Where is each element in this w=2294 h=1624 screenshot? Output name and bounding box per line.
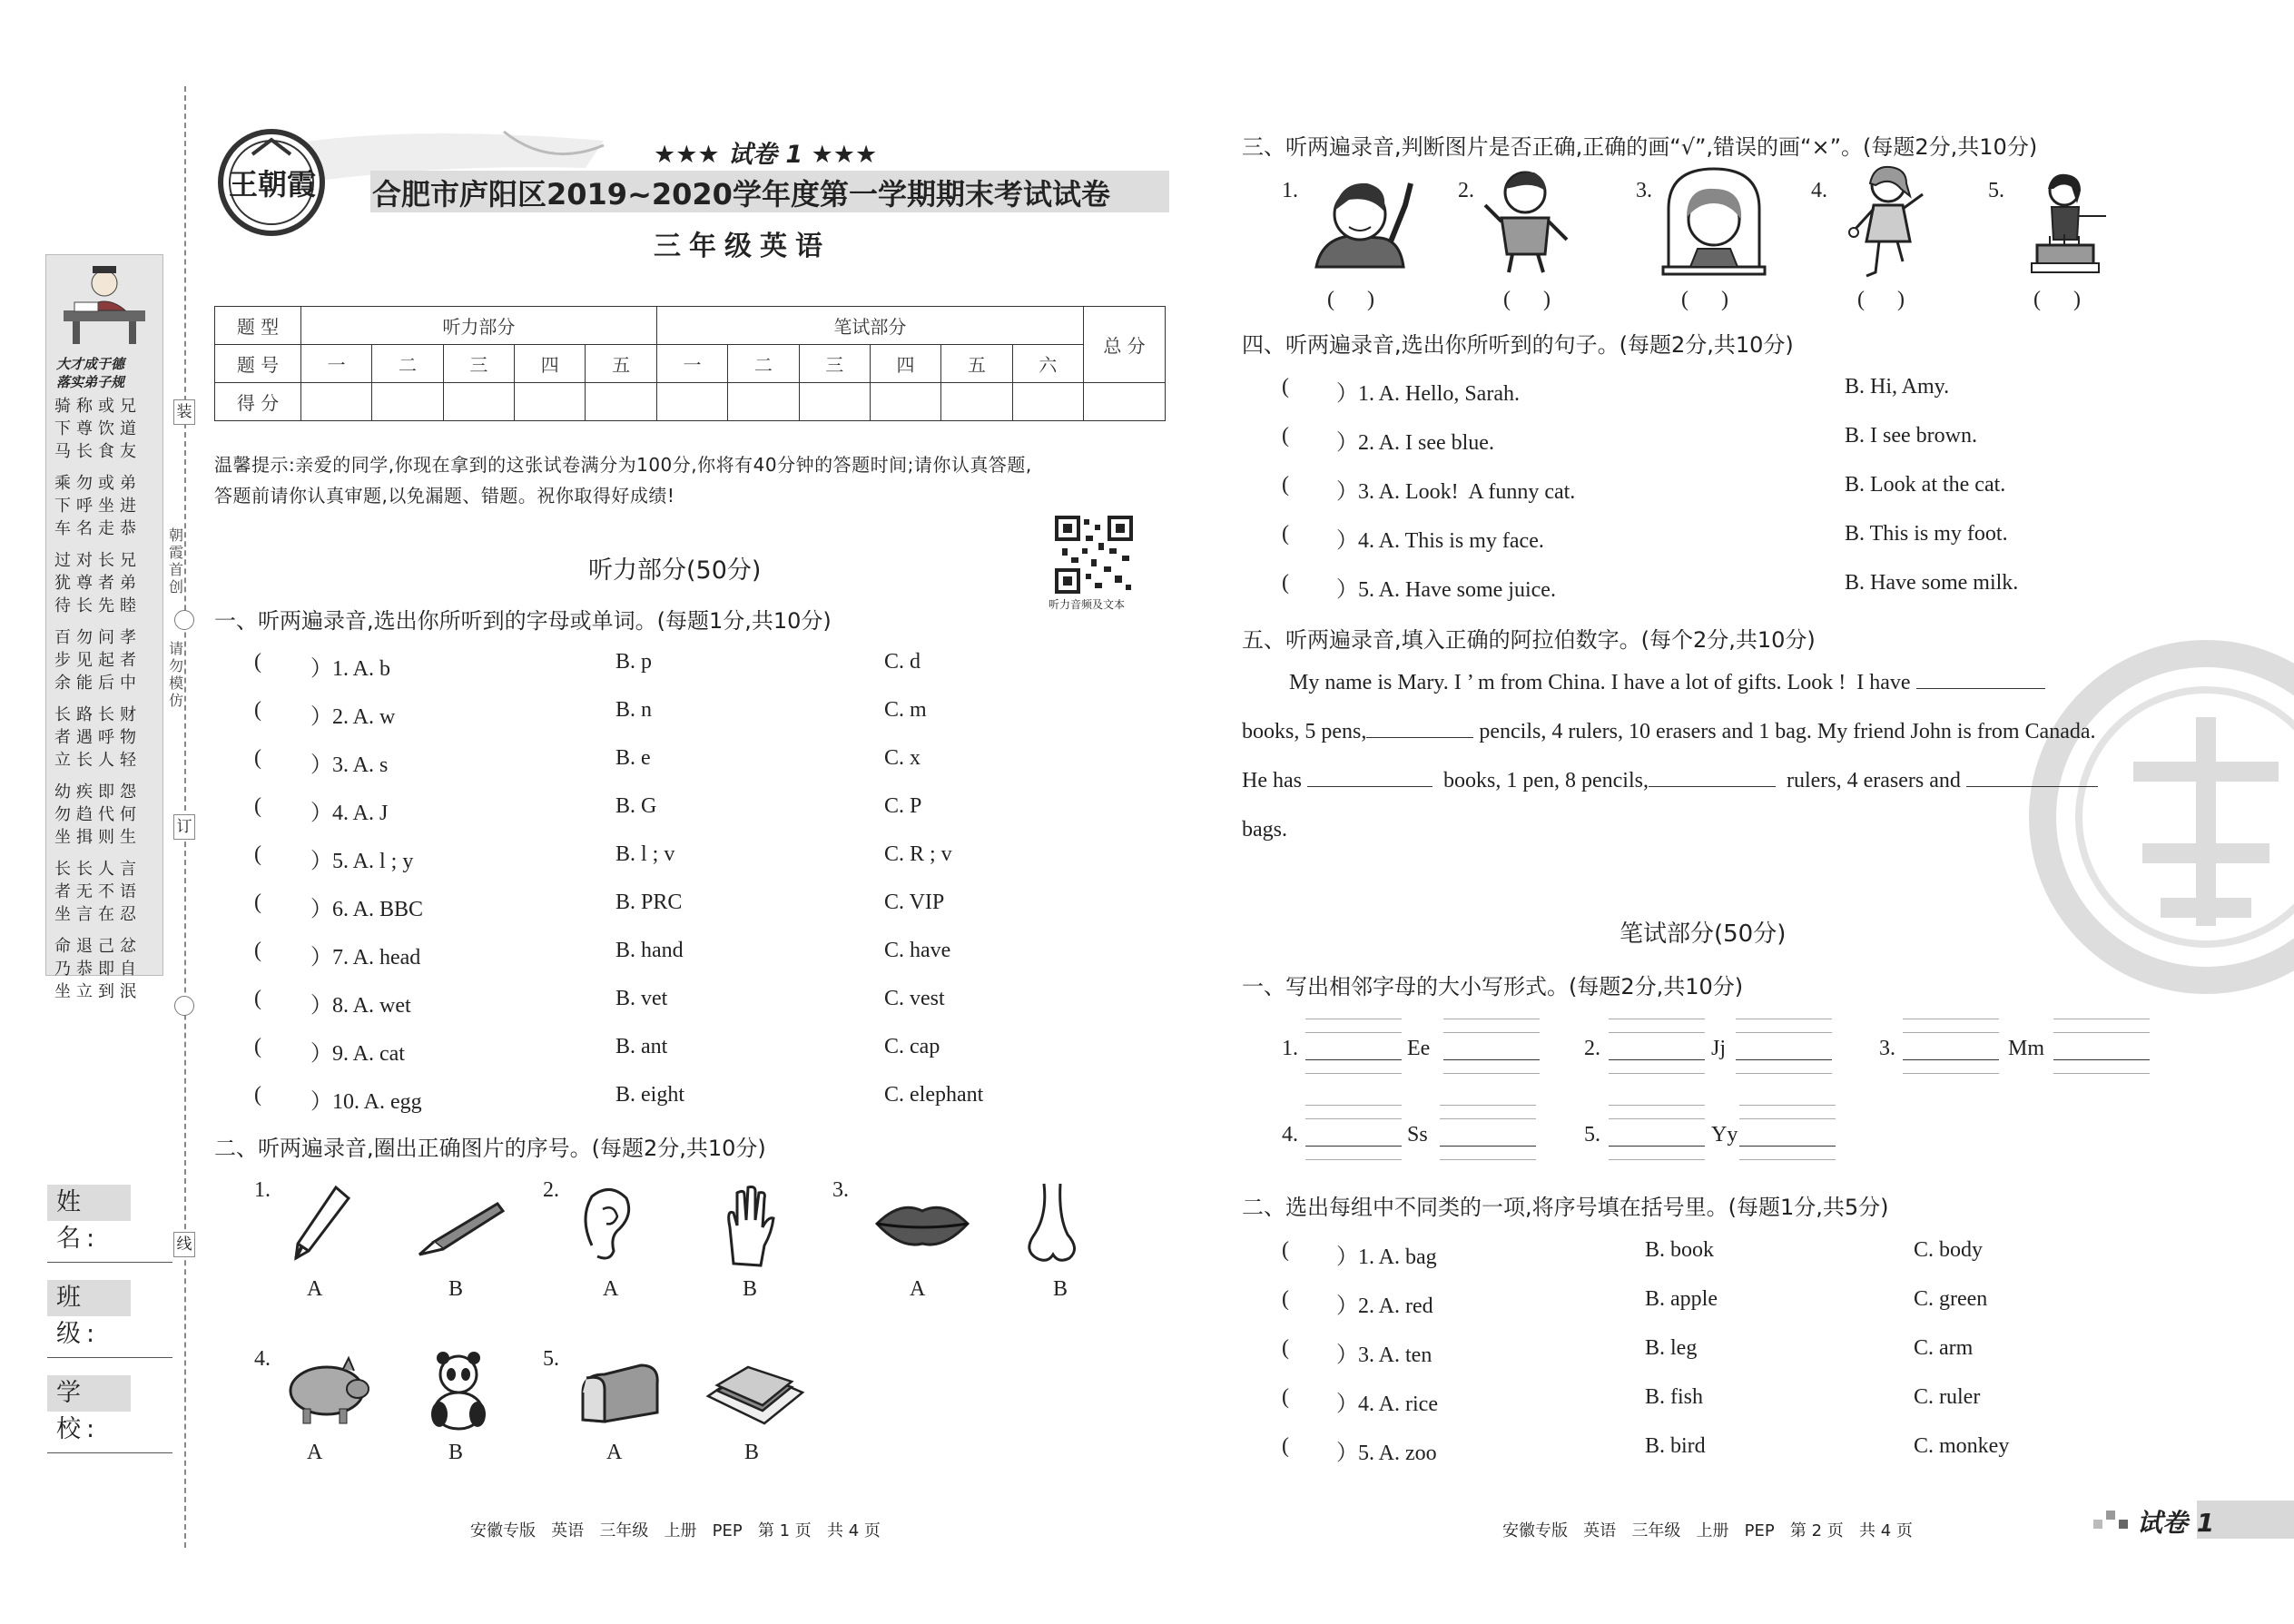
- lips-icon: [873, 1196, 971, 1251]
- section-heading: 五、听两遍录音,填入正确的阿拉伯数字。(每个2分,共10分): [1242, 627, 1816, 653]
- boy-waving-icon: [1482, 167, 1572, 274]
- option-c: C. x: [884, 746, 921, 770]
- item-number: 2.: [543, 1178, 559, 1202]
- writing-line[interactable]: [1736, 1059, 1832, 1060]
- bread-icon: [577, 1356, 663, 1429]
- item-number: 1.: [1282, 179, 1298, 202]
- option-c: C. d: [884, 650, 921, 674]
- class-label: 班 级:: [47, 1280, 131, 1316]
- option-b: B. G: [615, 794, 657, 818]
- pic-label: B: [448, 1441, 464, 1464]
- watermark-seal-icon: [2024, 635, 2294, 999]
- letter-prompt: Yy: [1711, 1123, 1738, 1147]
- passage-text: He has: [1242, 769, 1302, 792]
- blank-field[interactable]: [1649, 786, 1776, 787]
- answer-paren[interactable]: (: [1282, 473, 1289, 497]
- option-a: ）4. A. rice: [1336, 1393, 1438, 1416]
- option-b: B. fish: [1645, 1385, 1704, 1409]
- item-number: 3.: [1879, 1037, 1895, 1060]
- option-b: B. bird: [1645, 1434, 1706, 1458]
- answer-paren[interactable]: (: [254, 1035, 261, 1058]
- slogan-line-2: 落实弟子规: [56, 374, 125, 390]
- item-number: 1.: [254, 1178, 271, 1202]
- girl-dancing-icon: [1846, 163, 1932, 281]
- pic-label: B: [448, 1277, 464, 1301]
- passage-text: books, 1 pen, 8 pencils,: [1442, 769, 1649, 792]
- option-a: ）5. A. l ; y: [310, 850, 414, 873]
- score-cell[interactable]: [443, 383, 514, 421]
- table-cell: 总 分: [1084, 307, 1166, 383]
- table-cell: 题 型: [215, 307, 301, 345]
- option-c: C. cap: [884, 1035, 940, 1058]
- writing-line[interactable]: [1305, 1059, 1402, 1060]
- letter-prompt: Ss: [1407, 1123, 1428, 1147]
- pic-label: A: [307, 1441, 323, 1464]
- listening-title: 听力部分(50分): [588, 556, 762, 585]
- footer-right: 安徽专版 英语 三年级 上册 PEP 第 2 页 共 4 页: [1502, 1521, 1913, 1540]
- option-a: ）10. A. egg: [310, 1090, 422, 1114]
- score-table: [214, 306, 1166, 421]
- answer-paren[interactable]: (: [1282, 571, 1289, 595]
- option-a: ）8. A. wet: [310, 994, 411, 1018]
- option-a: ）3. A. Look! A funny cat.: [1336, 480, 1576, 504]
- answer-paren[interactable]: (: [1282, 1336, 1289, 1360]
- option-a: ）2. A. red: [1336, 1294, 1433, 1318]
- option-c: C. have: [884, 939, 951, 962]
- score-cell[interactable]: [586, 383, 656, 421]
- item-number: 4.: [1282, 1123, 1298, 1147]
- answer-paren[interactable]: (: [1282, 424, 1289, 448]
- section-heading: 二、选出每组中不同类的一项,将序号填在括号里。(每题1分,共5分): [1242, 1195, 1889, 1220]
- score-cell[interactable]: [656, 383, 727, 421]
- motto-line: 坐立到泯: [54, 982, 142, 1001]
- option-a: ）2. A. I see blue.: [1336, 431, 1494, 455]
- motto-line: 过对长兄: [54, 551, 142, 570]
- pig-icon: [283, 1354, 374, 1427]
- answer-paren[interactable]: ( ): [1327, 288, 1374, 311]
- binding-hole: [174, 996, 194, 1016]
- answer-paren[interactable]: (: [1282, 1238, 1289, 1262]
- option-c: C. monkey: [1914, 1434, 2010, 1458]
- letter-prompt: Jj: [1711, 1037, 1727, 1060]
- answer-paren[interactable]: (: [254, 794, 261, 818]
- writing-line[interactable]: [1443, 1059, 1540, 1060]
- option-b: B. This is my foot.: [1845, 522, 2008, 546]
- motto-line: 百勿问孝: [54, 628, 142, 647]
- passage-line: [1289, 671, 2045, 695]
- ear-icon: [574, 1182, 637, 1264]
- section-heading: 一、听两遍录音,选出你所听到的字母或单词。(每题1分,共10分): [214, 608, 832, 634]
- side-note: 朝霞首创: [168, 527, 183, 595]
- pic-label: A: [910, 1277, 926, 1301]
- school-field[interactable]: [47, 1452, 172, 1453]
- score-cell[interactable]: [372, 383, 443, 421]
- motto-line: 乃恭即自: [54, 960, 142, 979]
- motto-line: 幼疾即怨: [54, 782, 142, 802]
- item-number: 3.: [832, 1178, 849, 1202]
- badge-squares-icon: [2093, 1507, 2133, 1532]
- option-b: B. ant: [615, 1035, 668, 1058]
- answer-paren[interactable]: ( ): [1857, 288, 1905, 311]
- pencil-icon: [289, 1182, 354, 1264]
- option-a: ）1. A. bag: [1336, 1245, 1437, 1269]
- writing-line[interactable]: [1609, 1059, 1705, 1060]
- table-cell: 一: [301, 345, 372, 383]
- binding-hole: [174, 610, 194, 630]
- section-heading: 三、听两遍录音,判断图片是否正确,正确的画“√”,错误的画“×”。(每题2分,共10分): [1242, 134, 2038, 160]
- motto-line: 步见起者: [54, 651, 142, 670]
- series-label: ★★★ 试卷 1 ★★★: [654, 141, 878, 169]
- option-a: ）3. A. s: [310, 753, 389, 777]
- section-heading: 一、写出相邻字母的大小写形式。(每题2分,共10分): [1242, 974, 1744, 999]
- pic-label: A: [606, 1441, 623, 1464]
- pic-label: B: [1053, 1277, 1068, 1301]
- writing-line[interactable]: [1903, 1059, 1999, 1060]
- motto-line: 骑称或兄: [54, 397, 142, 416]
- school-label: 学 校:: [47, 1375, 131, 1412]
- option-c: C. green: [1914, 1287, 1988, 1311]
- item-number: 5.: [1584, 1123, 1600, 1147]
- letter-prompt: Ee: [1407, 1037, 1431, 1060]
- motto-line: 下尊饮道: [54, 419, 142, 438]
- passage-text: bags.: [1242, 818, 1287, 842]
- table-cell: 三: [443, 345, 514, 383]
- passage-text: My name is Mary. I ’ m from China. I have a lot of gifts. Look ! I have: [1289, 671, 1911, 694]
- page-title: 合肥市庐阳区2019~2020学年度第一学期期末考试试卷: [372, 177, 1110, 212]
- option-a: ）7. A. head: [310, 946, 421, 969]
- letter-prompt: Mm: [2008, 1037, 2045, 1060]
- answer-paren[interactable]: (: [254, 650, 261, 674]
- option-b: B. e: [615, 746, 651, 770]
- option-b: B. eight: [615, 1083, 684, 1107]
- answer-paren[interactable]: ( ): [2033, 288, 2081, 311]
- blank-field[interactable]: [1366, 737, 1473, 738]
- answer-paren[interactable]: (: [1282, 375, 1289, 399]
- option-b: B. Hi, Amy.: [1845, 375, 1950, 399]
- score-cell[interactable]: [1084, 383, 1166, 421]
- hand-icon: [717, 1182, 781, 1269]
- motto-line: 立长人轻: [54, 751, 142, 770]
- answer-paren[interactable]: (: [254, 891, 261, 914]
- motto-line: 者无不语: [54, 882, 142, 901]
- item-number: 2.: [1584, 1037, 1600, 1060]
- blank-field[interactable]: [1307, 786, 1433, 787]
- section-heading: 二、听两遍录音,圈出正确图片的序号。(每题2分,共10分): [214, 1136, 766, 1161]
- score-cell[interactable]: [870, 383, 940, 421]
- score-cell[interactable]: [1012, 383, 1083, 421]
- item-number: 5.: [543, 1347, 559, 1371]
- item-number: 4.: [254, 1347, 271, 1371]
- option-a: ）1. A. Hello, Sarah.: [1336, 382, 1520, 406]
- motto-line: 车名走恭: [54, 519, 142, 538]
- scholar-illustration: [56, 261, 153, 351]
- answer-paren[interactable]: (: [1282, 1385, 1289, 1409]
- writing-line[interactable]: [1305, 1146, 1402, 1147]
- pic-label: B: [743, 1277, 758, 1301]
- boy-pointing-icon: [1313, 169, 1422, 271]
- motto-line: 下呼坐进: [54, 497, 142, 516]
- nose-icon: [1020, 1180, 1084, 1267]
- side-note: 请勿模仿: [168, 640, 183, 709]
- option-a: ）9. A. cat: [310, 1042, 405, 1066]
- option-b: B. vet: [615, 987, 668, 1010]
- passage-line: [1242, 769, 2098, 793]
- score-cell[interactable]: [941, 383, 1012, 421]
- motto-line: 命退己忿: [54, 937, 142, 956]
- table-cell: 四: [870, 345, 940, 383]
- motto-line: 乘勿或弟: [54, 474, 142, 493]
- tip-line-1: 温馨提示:亲爱的同学,你现在拿到的这张试卷满分为100分,你将有40分钟的答题时间;请你认真答题,: [214, 454, 1032, 476]
- blank-field[interactable]: [1966, 786, 2098, 787]
- item-number: 1.: [1282, 1037, 1298, 1060]
- score-cell[interactable]: [515, 383, 586, 421]
- binding-tag: 线: [173, 1232, 195, 1257]
- option-a: ）3. A. ten: [1336, 1343, 1433, 1367]
- pic-label: B: [744, 1441, 760, 1464]
- answer-paren[interactable]: (: [1282, 522, 1289, 546]
- motto-line: 待长先睦: [54, 596, 142, 615]
- table-cell: 笔试部分: [656, 307, 1083, 345]
- tip-line-2: 答题前请你认真审题,以免漏题、错题。祝你取得好成绩!: [214, 485, 675, 507]
- footer-left: 安徽专版 英语 三年级 上册 PEP 第 1 页 共 4 页: [470, 1521, 881, 1540]
- answer-paren[interactable]: (: [254, 698, 261, 722]
- pen-icon: [407, 1196, 507, 1260]
- item-number: 3.: [1636, 179, 1652, 202]
- option-b: B. Have some milk.: [1845, 571, 2019, 595]
- pic-label: A: [307, 1277, 323, 1301]
- table-cell: 题 号: [215, 345, 301, 383]
- pic-label: A: [603, 1277, 619, 1301]
- option-b: B. apple: [1645, 1287, 1718, 1311]
- table-cell: 听力部分: [301, 307, 657, 345]
- option-b: B. PRC: [615, 891, 683, 914]
- option-b: B. book: [1645, 1238, 1715, 1262]
- answer-paren[interactable]: (: [254, 939, 261, 962]
- writing-line[interactable]: [1739, 1146, 1836, 1147]
- answer-paren[interactable]: (: [254, 746, 261, 770]
- motto-line: 长长人言: [54, 860, 142, 879]
- score-cell[interactable]: [799, 383, 870, 421]
- motto-line: 坐揖则生: [54, 828, 142, 847]
- option-a: ）1. A. b: [310, 657, 391, 681]
- answer-paren[interactable]: (: [254, 1083, 261, 1107]
- brand-name: 王朝霞: [229, 167, 317, 202]
- subject-title: 三年级英语: [654, 231, 831, 262]
- option-a: ）2. A. w: [310, 705, 396, 729]
- table-cell: 四: [515, 345, 586, 383]
- option-c: C. elephant: [884, 1083, 984, 1107]
- binding-tag: 装: [173, 399, 195, 425]
- panda-icon: [427, 1351, 490, 1431]
- option-b: B. p: [615, 650, 653, 674]
- writing-title: 笔试部分(50分): [1620, 920, 1787, 948]
- qr-caption: 听力音频及文本: [1049, 598, 1126, 611]
- table-cell: 二: [372, 345, 443, 383]
- table-cell: 三: [799, 345, 870, 383]
- qr-code-icon: [1055, 516, 1133, 594]
- answer-paren[interactable]: (: [1282, 1287, 1289, 1311]
- answer-paren[interactable]: (: [254, 987, 261, 1010]
- motto-line: 坐言在忍: [54, 905, 142, 924]
- option-a: ）4. A. J: [310, 802, 389, 825]
- writing-line[interactable]: [2053, 1059, 2150, 1060]
- table-cell: 六: [1012, 345, 1083, 383]
- girl-window-icon: [1661, 163, 1767, 276]
- option-b: B. l ; v: [615, 842, 675, 866]
- girl-cake-icon: [2026, 169, 2110, 276]
- answer-paren[interactable]: (: [1282, 1434, 1289, 1458]
- option-b: B. leg: [1645, 1336, 1698, 1360]
- score-cell[interactable]: [728, 383, 799, 421]
- answer-paren[interactable]: ( ): [1503, 288, 1551, 311]
- passage-text: rulers, 4 erasers and: [1786, 769, 1961, 792]
- passage-text: books, 5 pens,: [1242, 720, 1367, 743]
- motto-line: 犹尊者弟: [54, 574, 142, 593]
- option-a: ）5. A. zoo: [1336, 1442, 1437, 1465]
- option-a: ）5. A. Have some juice.: [1336, 578, 1556, 602]
- class-field[interactable]: [47, 1357, 172, 1358]
- score-cell[interactable]: [301, 383, 372, 421]
- option-b: B. I see brown.: [1845, 424, 1977, 448]
- table-cell: 五: [586, 345, 656, 383]
- writing-line[interactable]: [1440, 1146, 1536, 1147]
- option-c: C. vest: [884, 987, 945, 1010]
- option-c: C. body: [1914, 1238, 1984, 1262]
- motto-block: [54, 395, 154, 1003]
- option-a: ）6. A. BBC: [310, 898, 424, 921]
- option-b: B. hand: [615, 939, 684, 962]
- item-number: 5.: [1988, 179, 2004, 202]
- answer-paren[interactable]: (: [254, 842, 261, 866]
- option-c: C. VIP: [884, 891, 945, 914]
- option-a: ）4. A. This is my face.: [1336, 529, 1544, 553]
- slogan-line-1: 大才成于德: [56, 356, 125, 372]
- sandwich-icon: [701, 1360, 806, 1429]
- option-c: C. arm: [1914, 1336, 1974, 1360]
- table-cell: 二: [728, 345, 799, 383]
- blank-field[interactable]: [1916, 688, 2045, 689]
- motto-line: 余能后中: [54, 674, 142, 693]
- table-cell: 一: [656, 345, 727, 383]
- option-c: C. R ; v: [884, 842, 952, 866]
- motto-line: 勿趋代何: [54, 805, 142, 824]
- option-c: C. m: [884, 698, 927, 722]
- passage-line: [1242, 720, 2096, 744]
- answer-paren[interactable]: ( ): [1681, 288, 1728, 311]
- binding-tag: 订: [173, 814, 195, 840]
- table-cell: 得 分: [215, 383, 301, 421]
- motto-line: 长路长财: [54, 705, 142, 724]
- motto-line: 者遇呼物: [54, 728, 142, 747]
- name-label: 姓 名:: [47, 1185, 131, 1221]
- footer-badge: 试卷 1: [2137, 1508, 2215, 1538]
- section-heading: 四、听两遍录音,选出你所听到的句子。(每题2分,共10分): [1242, 332, 1794, 358]
- item-number: 4.: [1811, 179, 1827, 202]
- option-b: B. n: [615, 698, 653, 722]
- series-text: 试卷 1: [728, 141, 803, 169]
- passage-text: pencils, 4 rulers, 10 erasers and 1 bag. My friend John is from Canada.: [1479, 720, 2096, 743]
- writing-line[interactable]: [1609, 1146, 1705, 1147]
- option-c: C. ruler: [1914, 1385, 1981, 1409]
- table-cell: 五: [941, 345, 1012, 383]
- option-b: B. Look at the cat.: [1845, 473, 2006, 497]
- item-number: 2.: [1458, 179, 1474, 202]
- motto-line: 马长食友: [54, 442, 142, 461]
- option-c: C. P: [884, 794, 922, 818]
- name-field[interactable]: [47, 1262, 172, 1263]
